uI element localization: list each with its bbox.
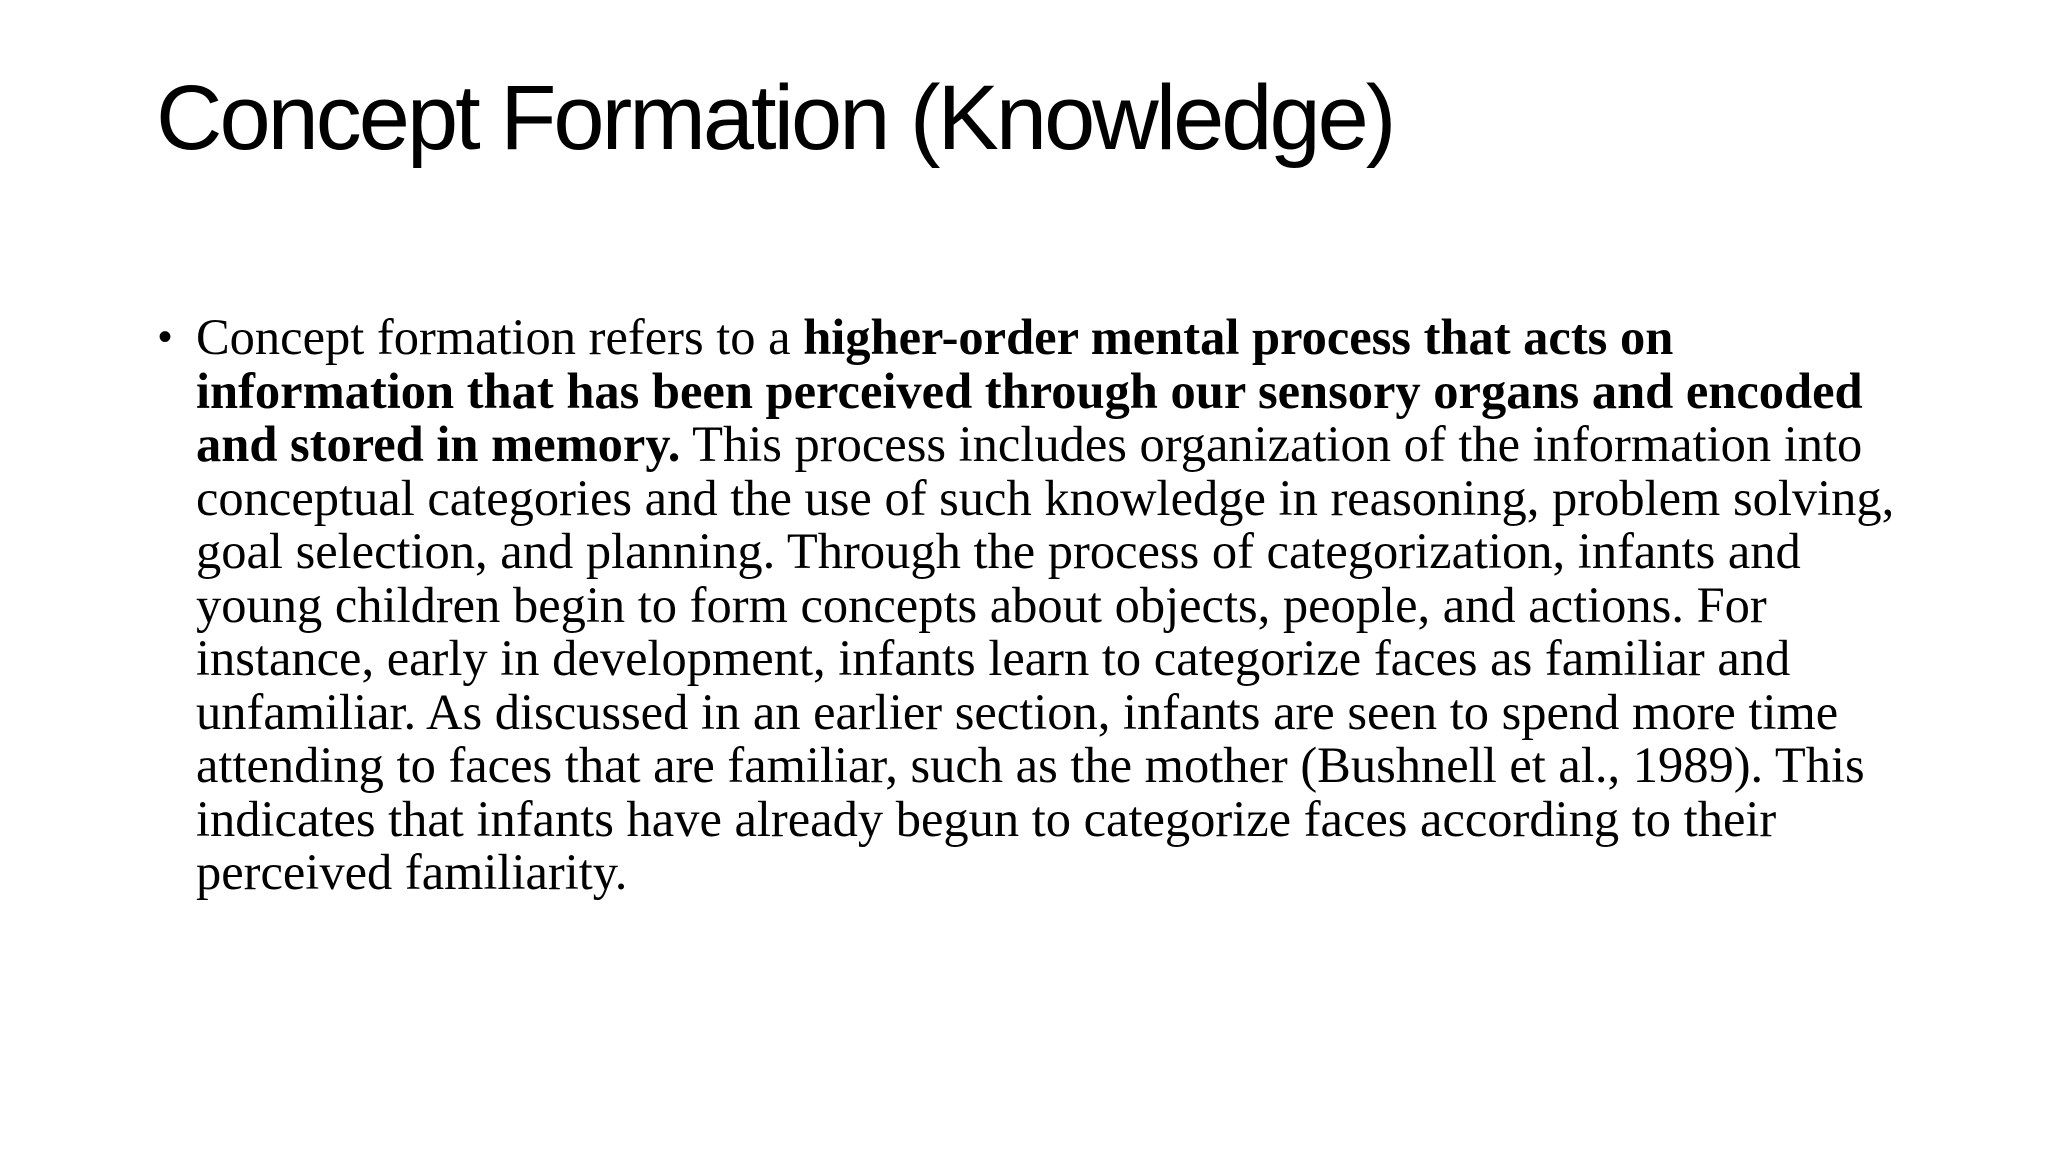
bullet-text-bold: higher-order mental process that acts on information that has been perceived through our sensory organs and encoded and stored in memory. [196, 309, 1863, 472]
bullet-text-rest: This process includes organization of the information into conceptual categories and the use of such knowledge in reasoning, problem solving, goal selection, and planning. Through the process of categorization, infants and young children begin to form concepts about objects, people, and actions. For instance, early in development, infants learn to categorize faces as familiar and unfamiliar. As discussed in an earlier section, infants are seen to spend more time attending to faces that are familiar, such as the mother (Bushnell et al., 1989). This indicates that infants have already begun to categorize faces according to their perceived familiarity. [196, 416, 1895, 900]
slide-title: Concept Formation (Knowledge) [156, 67, 1394, 169]
bullet-text-intro: Concept formation refers to a [196, 309, 804, 365]
bullet-list [156, 311, 1916, 900]
bullet-item [156, 311, 1916, 900]
bullet-marker: • [158, 315, 173, 359]
